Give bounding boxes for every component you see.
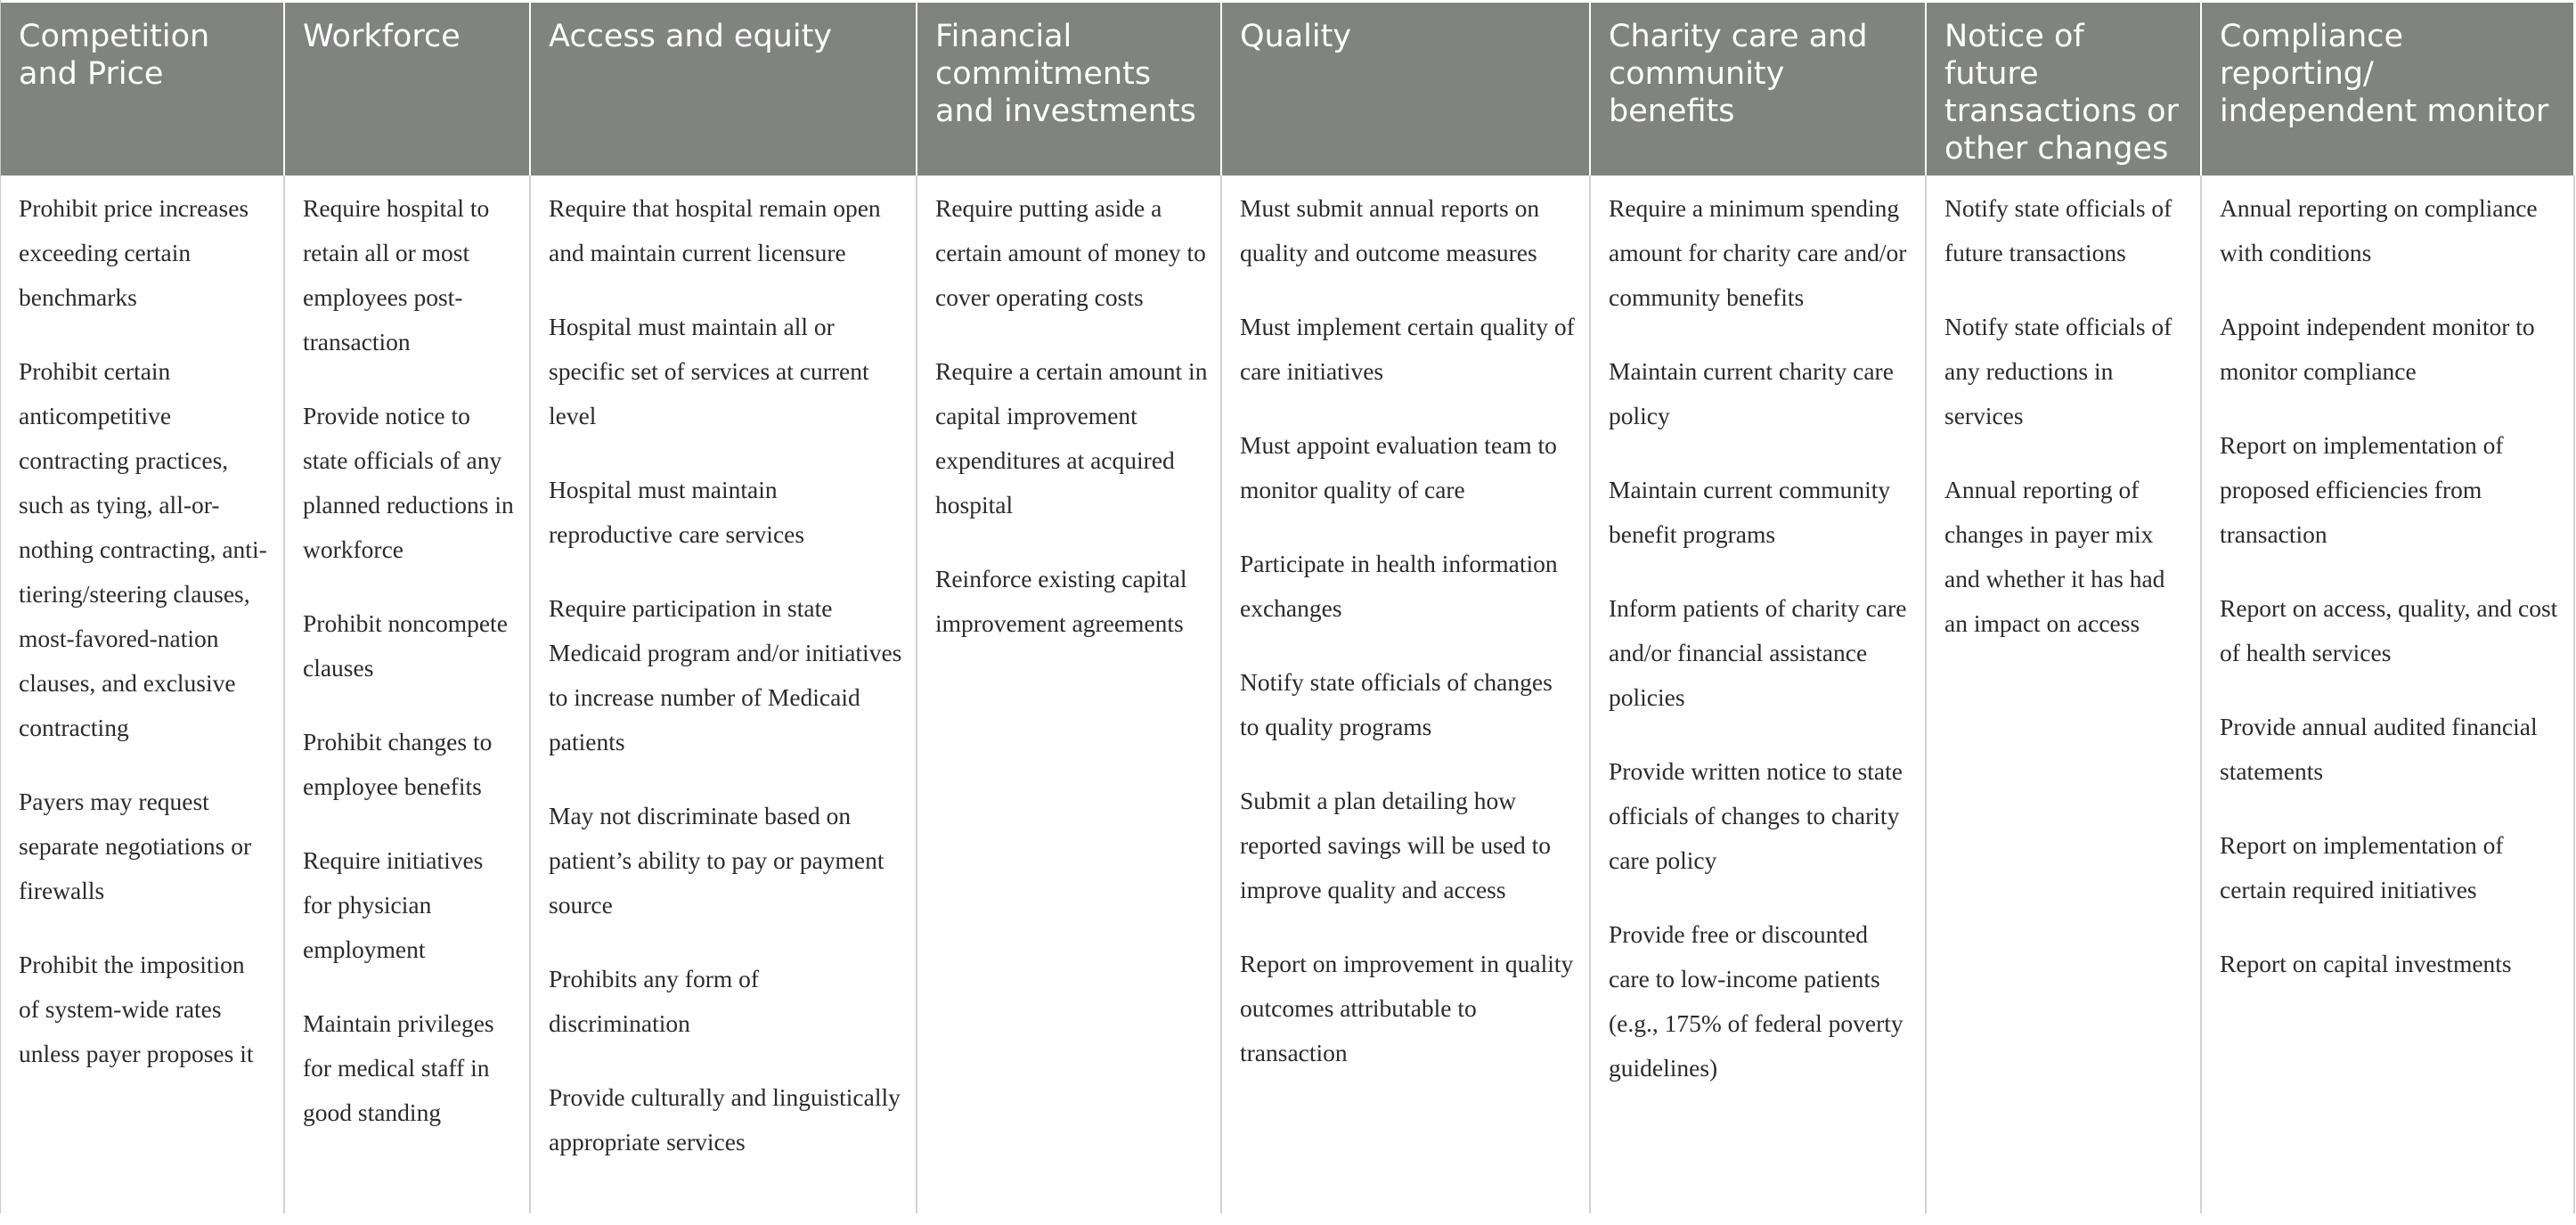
list-item: Must submit annual reports on quality and outcome measures (1240, 194, 1540, 266)
list-item: Prohibit certain anticompetitive contracting practices, such as tying, all-or-nothing contracting, anti-tiering/steering clauses, most-favored-nation clauses, and exclusive contracting (19, 357, 267, 741)
list-item: Participate in health information exchanges (1240, 550, 1558, 622)
list-item: Prohibit noncompete clauses (303, 609, 508, 682)
list-item: Require participation in state Medicaid program and/or initiatives to increase number of Medicaid patients (549, 594, 902, 755)
column-financial-commitments (917, 176, 1222, 1213)
list-item: Maintain privileges for medical staff in good standing (303, 1009, 494, 1126)
list-item: Must implement certain quality of care initiatives (1240, 313, 1575, 385)
column-competition-and-price (1, 176, 285, 1213)
column-compliance-reporting (2202, 176, 2575, 1213)
column-workforce (285, 176, 531, 1213)
list-item: Require a certain amount in capital improvement expenditures at acquired hospital (935, 357, 1208, 519)
list-item: Report on access, quality, and cost of health services (2220, 594, 2558, 666)
list-item: Provide free or discounted care to low-income patients (e.g., 175% of federal poverty guidelines) (1609, 920, 1903, 1082)
list-item: Must appoint evaluation team to monitor quality of care (1240, 431, 1557, 503)
header-compliance-reporting: Compliance reporting/ independent monitor (2202, 0, 2575, 176)
list-item: Report on implementation of proposed efficiencies from transaction (2220, 431, 2504, 548)
list-item: Prohibit changes to employee benefits (303, 728, 493, 800)
list-item: Prohibit the imposition of system-wide rates unless payer proposes it (19, 951, 254, 1067)
list-item: Report on implementation of certain required initiatives (2220, 831, 2504, 903)
list-item: May not discriminate based on patient’s ability to pay or payment source (549, 802, 884, 919)
list-item: Require initiatives for physician employment (303, 846, 484, 963)
column-charity-care (1591, 176, 1927, 1213)
list-item: Report on capital investments (2220, 950, 2512, 977)
list-item: Appoint independent monitor to monitor compliance (2220, 313, 2535, 385)
list-item: Provide notice to state officials of any planned reductions in workforce (303, 402, 514, 563)
list-item: Annual reporting of changes in payer mix and whether it has had an impact on access (1944, 476, 2165, 637)
list-item: Reinforce existing capital improvement agreements (935, 565, 1187, 637)
list-item: Submit a plan detailing how reported savings will be used to improve quality and access (1240, 787, 1552, 903)
list-item: Maintain current charity care policy (1609, 357, 1894, 429)
column-quality (1222, 176, 1591, 1213)
list-item: Prohibit price increases exceeding certain benchmarks (19, 194, 249, 311)
header-notice-of-future-transactions: Notice of future transactions or other changes (1927, 0, 2202, 176)
header-workforce: Workforce (285, 0, 531, 176)
list-item: Payers may request separate negotiations or firewalls (19, 788, 252, 904)
list-item: Inform patients of charity care and/or financial assistance policies (1609, 594, 1907, 711)
list-item: Report on improvement in quality outcomes attributable to transaction (1240, 950, 1574, 1066)
list-item: Require that hospital remain open and maintain current licensure (549, 194, 881, 266)
list-item: Notify state officials of future transactions (1944, 194, 2172, 266)
list-item: Annual reporting on compliance with conditions (2220, 194, 2538, 266)
list-item: Prohibits any form of discrimination (549, 965, 760, 1037)
list-item: Require putting aside a certain amount of money to cover operating costs (935, 194, 1206, 311)
header-charity-care: Charity care and community benefits (1591, 0, 1927, 176)
header-competition-and-price: Competition and Price (1, 0, 285, 176)
header-quality: Quality (1222, 0, 1591, 176)
column-notice-of-future-transactions (1927, 176, 2202, 1213)
list-item: Hospital must maintain reproductive care services (549, 476, 805, 548)
list-item: Hospital must maintain all or specific set of services at current level (549, 313, 869, 429)
list-item: Notify state officials of changes to quality programs (1240, 668, 1553, 740)
list-item: Provide annual audited financial statements (2220, 713, 2538, 785)
column-access-and-equity (531, 176, 917, 1213)
header-access-and-equity: Access and equity (531, 0, 917, 176)
list-item: Require a minimum spending amount for charity care and/or community benefits (1609, 194, 1907, 311)
list-item: Require hospital to retain all or most employees post-transaction (303, 194, 490, 355)
list-item: Maintain current community benefit programs (1609, 476, 1891, 548)
list-item: Provide written notice to state officials of changes to charity care policy (1609, 757, 1903, 874)
list-item: Provide culturally and linguistically appropriate services (549, 1083, 901, 1156)
list-item: Notify state officials of any reductions in services (1944, 313, 2172, 429)
header-financial-commitments: Financial commitments and investments (917, 0, 1222, 176)
